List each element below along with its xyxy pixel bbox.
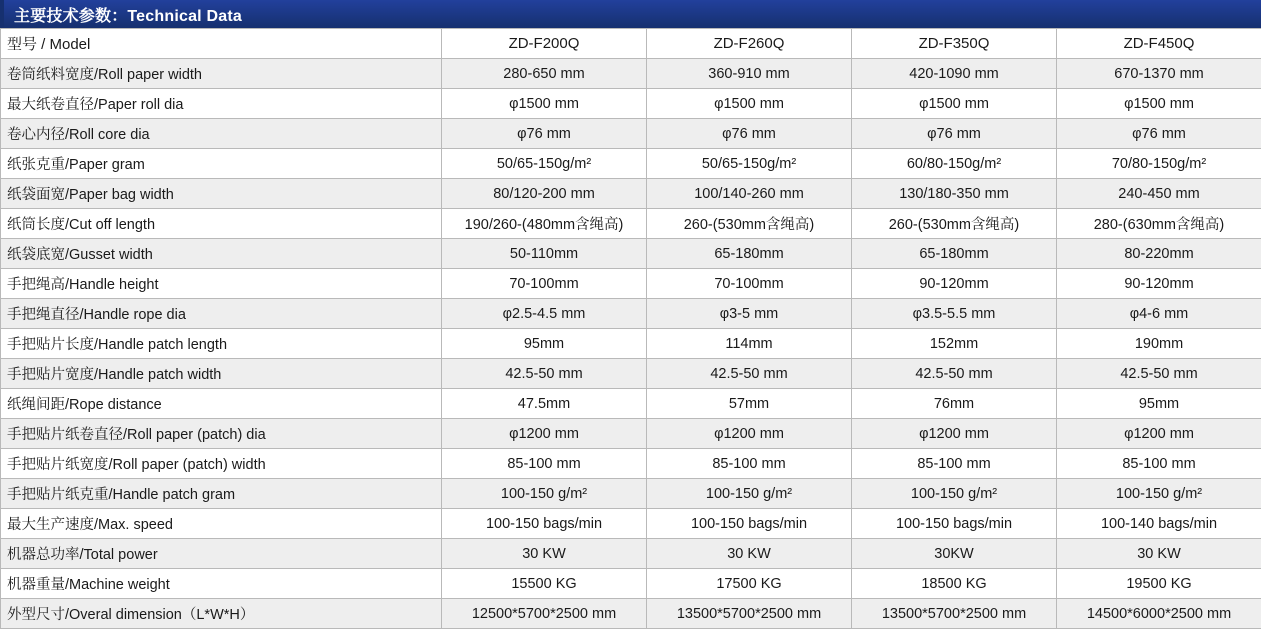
row-value: 260-(530mm含绳高) xyxy=(852,209,1057,239)
row-value: 100-150 g/m² xyxy=(647,479,852,509)
row-value: φ76 mm xyxy=(442,119,647,149)
row-value: φ1500 mm xyxy=(647,89,852,119)
table-row xyxy=(1,179,1261,209)
page-title: 主要技术参数：Technical Data xyxy=(14,7,242,25)
row-label: 外型尺寸/Overal dimension（L*W*H） xyxy=(1,599,442,629)
row-value: 100-140 bags/min xyxy=(1057,509,1261,539)
row-value: 80-220mm xyxy=(1057,239,1261,269)
row-value: 30 KW xyxy=(442,539,647,569)
table-row xyxy=(1,359,1261,389)
table-header-row xyxy=(1,29,1261,59)
row-value: 100-150 bags/min xyxy=(647,509,852,539)
table-row xyxy=(1,239,1261,269)
row-label: 卷筒纸料宽度/Roll paper width xyxy=(1,59,442,89)
row-label: 机器总功率/Total power xyxy=(1,539,442,569)
row-value: 130/180-350 mm xyxy=(852,179,1057,209)
row-value: 90-120mm xyxy=(852,269,1057,299)
row-label: 手把贴片纸克重/Handle patch gram xyxy=(1,479,442,509)
row-value: 280-650 mm xyxy=(442,59,647,89)
row-value: 95mm xyxy=(442,329,647,359)
row-value: 65-180mm xyxy=(647,239,852,269)
row-value: φ3.5-5.5 mm xyxy=(852,299,1057,329)
row-value: 100-150 g/m² xyxy=(442,479,647,509)
row-label: 纸绳间距/Rope distance xyxy=(1,389,442,419)
row-value: φ1200 mm xyxy=(442,419,647,449)
row-value: 85-100 mm xyxy=(442,449,647,479)
row-value: 85-100 mm xyxy=(1057,449,1261,479)
row-value: φ2.5-4.5 mm xyxy=(442,299,647,329)
row-value: 17500 KG xyxy=(647,569,852,599)
table-row xyxy=(1,569,1261,599)
row-value: 90-120mm xyxy=(1057,269,1261,299)
row-value: φ1500 mm xyxy=(442,89,647,119)
row-label: 纸张克重/Paper gram xyxy=(1,149,442,179)
row-value: 190mm xyxy=(1057,329,1261,359)
row-value: φ1500 mm xyxy=(852,89,1057,119)
table-row xyxy=(1,119,1261,149)
table-row xyxy=(1,299,1261,329)
table-body xyxy=(1,29,1261,629)
row-value: 360-910 mm xyxy=(647,59,852,89)
row-value: 80/120-200 mm xyxy=(442,179,647,209)
row-value: 420-1090 mm xyxy=(852,59,1057,89)
row-label: 手把绳直径/Handle rope dia xyxy=(1,299,442,329)
row-value: 76mm xyxy=(852,389,1057,419)
row-value: 70-100mm xyxy=(647,269,852,299)
row-value: 30KW xyxy=(852,539,1057,569)
row-value: 85-100 mm xyxy=(647,449,852,479)
row-value: 14500*6000*2500 mm xyxy=(1057,599,1261,629)
row-label: 最大纸卷直径/Paper roll dia xyxy=(1,89,442,119)
row-value: 50-110mm xyxy=(442,239,647,269)
row-value: 100-150 g/m² xyxy=(852,479,1057,509)
row-value: 18500 KG xyxy=(852,569,1057,599)
row-value: 670-1370 mm xyxy=(1057,59,1261,89)
row-label: 卷心内径/Roll core dia xyxy=(1,119,442,149)
row-value: 13500*5700*2500 mm xyxy=(647,599,852,629)
technical-data-table xyxy=(0,28,1261,629)
column-header-zd-f450q: ZD-F450Q xyxy=(1057,29,1261,59)
table-row xyxy=(1,89,1261,119)
row-value: 42.5-50 mm xyxy=(1057,359,1261,389)
row-label: 手把贴片长度/Handle patch length xyxy=(1,329,442,359)
row-value: φ1200 mm xyxy=(647,419,852,449)
row-value: φ3-5 mm xyxy=(647,299,852,329)
row-label: 纸筒长度/Cut off length xyxy=(1,209,442,239)
table-row xyxy=(1,269,1261,299)
table-row xyxy=(1,599,1261,629)
row-value: 190/260-(480mm含绳高) xyxy=(442,209,647,239)
row-value: 114mm xyxy=(647,329,852,359)
row-value: 15500 KG xyxy=(442,569,647,599)
table-row xyxy=(1,329,1261,359)
table-row xyxy=(1,419,1261,449)
row-value: 47.5mm xyxy=(442,389,647,419)
table-row xyxy=(1,59,1261,89)
row-value: φ1200 mm xyxy=(852,419,1057,449)
row-value: 19500 KG xyxy=(1057,569,1261,599)
row-value: 42.5-50 mm xyxy=(647,359,852,389)
row-value: 30 KW xyxy=(647,539,852,569)
row-label: 最大生产速度/Max. speed xyxy=(1,509,442,539)
row-value: 100-150 g/m² xyxy=(1057,479,1261,509)
row-value: 260-(530mm含绳高) xyxy=(647,209,852,239)
row-value: φ4-6 mm xyxy=(1057,299,1261,329)
table-row xyxy=(1,389,1261,419)
row-value: 60/80-150g/m² xyxy=(852,149,1057,179)
row-value: 100-150 bags/min xyxy=(442,509,647,539)
row-value: 42.5-50 mm xyxy=(852,359,1057,389)
row-value: φ1200 mm xyxy=(1057,419,1261,449)
row-label: 手把绳高/Handle height xyxy=(1,269,442,299)
row-label: 机器重量/Machine weight xyxy=(1,569,442,599)
row-label: 纸袋面宽/Paper bag width xyxy=(1,179,442,209)
row-label: 手把贴片宽度/Handle patch width xyxy=(1,359,442,389)
row-value: 95mm xyxy=(1057,389,1261,419)
table-row xyxy=(1,479,1261,509)
row-value: 280-(630mm含绳高) xyxy=(1057,209,1261,239)
row-value: 100-150 bags/min xyxy=(852,509,1057,539)
row-value: 57mm xyxy=(647,389,852,419)
page-title-bar xyxy=(0,0,1261,28)
row-value: 100/140-260 mm xyxy=(647,179,852,209)
row-value: φ1500 mm xyxy=(1057,89,1261,119)
row-value: 85-100 mm xyxy=(852,449,1057,479)
row-value: 30 KW xyxy=(1057,539,1261,569)
row-label: 手把贴片纸卷直径/Roll paper (patch) dia xyxy=(1,419,442,449)
row-value: 13500*5700*2500 mm xyxy=(852,599,1057,629)
column-header-zd-f350q: ZD-F350Q xyxy=(852,29,1057,59)
row-value: 152mm xyxy=(852,329,1057,359)
table-row xyxy=(1,449,1261,479)
row-label: 手把贴片纸宽度/Roll paper (patch) width xyxy=(1,449,442,479)
row-value: 240-450 mm xyxy=(1057,179,1261,209)
column-header-zd-f260q: ZD-F260Q xyxy=(647,29,852,59)
row-label: 纸袋底宽/Gusset width xyxy=(1,239,442,269)
row-value: 50/65-150g/m² xyxy=(442,149,647,179)
column-header-model: 型号 / Model xyxy=(1,29,442,59)
table-row xyxy=(1,209,1261,239)
table-row xyxy=(1,149,1261,179)
row-value: 50/65-150g/m² xyxy=(647,149,852,179)
row-value: 70/80-150g/m² xyxy=(1057,149,1261,179)
table-row xyxy=(1,509,1261,539)
row-value: 42.5-50 mm xyxy=(442,359,647,389)
row-value: φ76 mm xyxy=(852,119,1057,149)
column-header-zd-f200q: ZD-F200Q xyxy=(442,29,647,59)
row-value: 70-100mm xyxy=(442,269,647,299)
row-value: φ76 mm xyxy=(647,119,852,149)
row-value: 12500*5700*2500 mm xyxy=(442,599,647,629)
row-value: φ76 mm xyxy=(1057,119,1261,149)
row-value: 65-180mm xyxy=(852,239,1057,269)
table-row xyxy=(1,539,1261,569)
